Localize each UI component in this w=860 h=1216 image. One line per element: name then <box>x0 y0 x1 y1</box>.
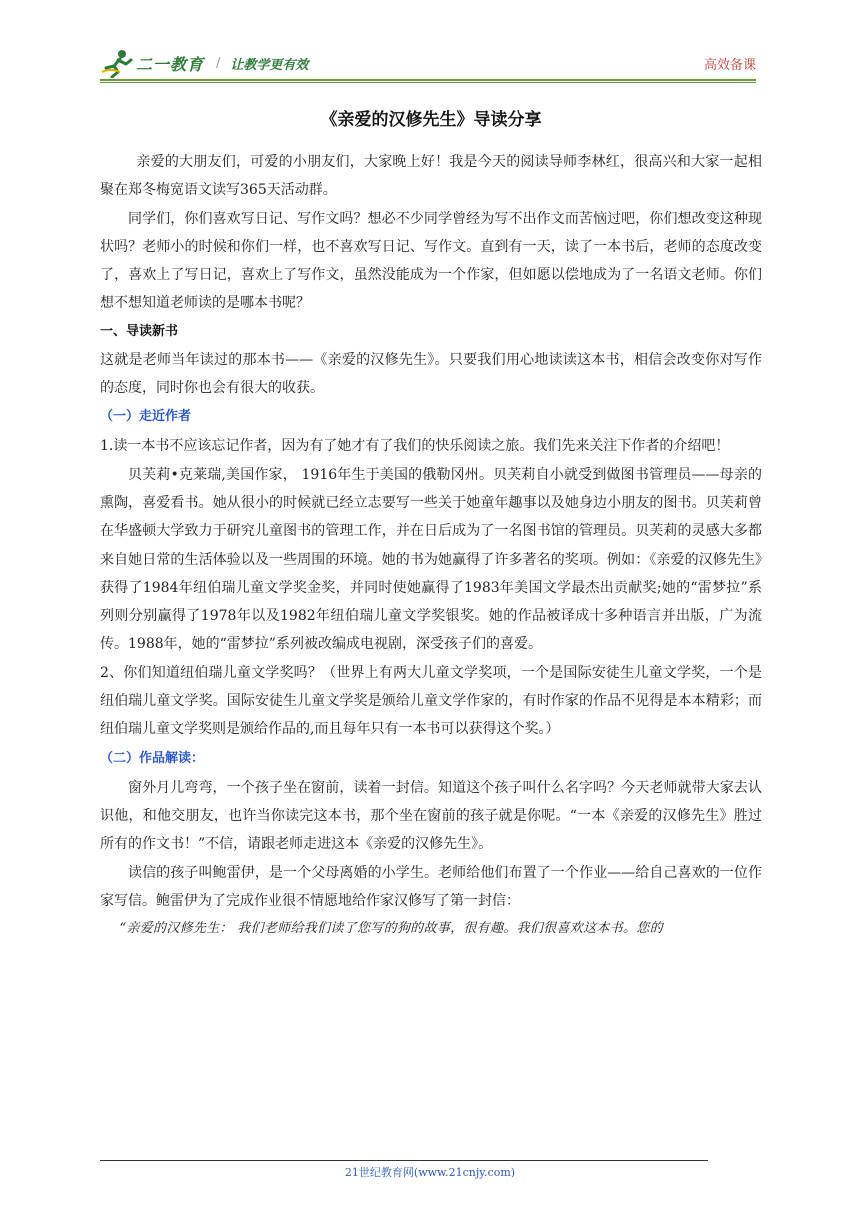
footer-rule <box>100 1160 708 1161</box>
header-divider: / <box>216 55 221 71</box>
letter-quote: “亲爱的汉修先生： 我们老师给我们读了您写的狗的故事，很有趣。我们很喜欢这本书。您的 <box>119 921 663 937</box>
paragraph-intro: 同学们，你们喜欢写日记、写作文吗？想必不少同学曾经为写不出作文而苦恼过吧，你们想改变这种现状吗？老师小的时候和你们一样，也不喜欢写日记、写作文。直到有一天，读了一本书后，老师的态度改变了，喜欢上了写日记，喜欢上了写作文，虽然没能成为一个作家，但如愿以偿地成为了一名语文老师。你们想不想知道老师读的是哪本书呢？ <box>100 210 762 312</box>
section-heading: 一、导读新书 <box>100 323 179 339</box>
document-body <box>100 106 762 943</box>
header-slogan: 让教学更有效 <box>230 57 309 73</box>
paragraph-letter-intro: 读信的孩子叫鲍雷伊，是一个父母离婚的小学生。老师给他们布置了一个作业——给自己喜欢的一位作家写信。鲍雷伊为了完成作业很不情愿地给作家汉修写了第一封信： <box>100 864 762 909</box>
logo-text: 二一教育 <box>136 54 205 74</box>
page-title: 《亲爱的汉修先生》导读分享 <box>320 110 542 130</box>
paragraph-book: 这就是老师当年读过的那本书——《亲爱的汉修先生》。只要我们用心地读读这本书，相信会改变你对写作的态度，同时你也会有很大的收获。 <box>100 351 762 397</box>
header-rule <box>100 79 756 81</box>
footer-link[interactable]: 21世纪教育网(www.21cnjy.com) <box>344 1166 516 1179</box>
paragraph-newbery: 2、你们知道纽伯瑞儿童文学奖吗？（世界上有两大儿童文学奖项，一个是国际安徒生儿童文学奖，一个是纽伯瑞儿童文学奖。国际安徒生儿童文学奖是颁给儿童文学作家的，有时作家的作品不见得是本本精彩；而纽伯瑞儿童文学奖则是颁给作品的,而且每年只有一本书可以获得这个奖。） <box>100 664 762 738</box>
subsection-heading-reading: （二）作品解读： <box>100 750 205 766</box>
paragraph-author-bio: 贝芙莉•克莱瑞,美国作家， 1916年生于美国的俄勒冈州。贝芙莉自小就受到做图书管理员——母亲的熏陶，喜爱看书。她从很小的时候就已经立志要写一些关于她童年趣事以及她身边小朋友的图书。贝芙莉曾在华盛顿大学致力于研究儿童图书的管理工作，并在日后成为了一名图书馆的管理员。贝芙莉的灵感大多都来自她日常的生活体验以及一些周围的环境。她的书为她赢得了许多著名的奖项。例如：《亲爱的汉修先生》获得了1984年纽伯瑞儿童文学奖金奖，并同时使她赢得了1983年美国文学最杰出贡献奖;她的“雷梦拉”系列则分别赢得了1978年以及1982年纽伯瑞儿童文学奖银奖。她的作品被译成十多种语言并出版，广为流传。1988年，她的“雷梦拉”系列被改编成电视剧，深受孩子们的喜爱。 <box>100 466 762 653</box>
running-figure-icon <box>100 48 134 78</box>
subsection-heading-author: （一）走近作者 <box>100 409 192 425</box>
brand-logo[interactable] <box>100 48 308 78</box>
header-rule-thin <box>100 82 756 83</box>
paragraph-greeting: 亲爱的大朋友们，可爱的小朋友们，大家晚上好！我是今天的阅读导师李林红，很高兴和大家一起相聚在郑冬梅宽语文读写365天活动群。 <box>100 154 762 199</box>
paragraph-window: 窗外月儿弯弯，一个孩子坐在窗前，读着一封信。知道这个孩子叫什么名字吗？今天老师就带大家去认识他，和他交朋友，也许当你读完这本书，那个坐在窗前的孩子就是你呢。“一本《亲爱的汉修先生》胜过所有的作文书！”不信，请跟老师走进这本《亲爱的汉修先生》。 <box>100 779 762 853</box>
header-tag: 高效备课 <box>703 58 756 73</box>
paragraph-author-intro: 1.读一本书不应该忘记作者，因为有了她才有了我们的快乐阅读之旅。我们先来关注下作者的介绍吧！ <box>100 438 730 455</box>
page-header <box>100 48 756 82</box>
